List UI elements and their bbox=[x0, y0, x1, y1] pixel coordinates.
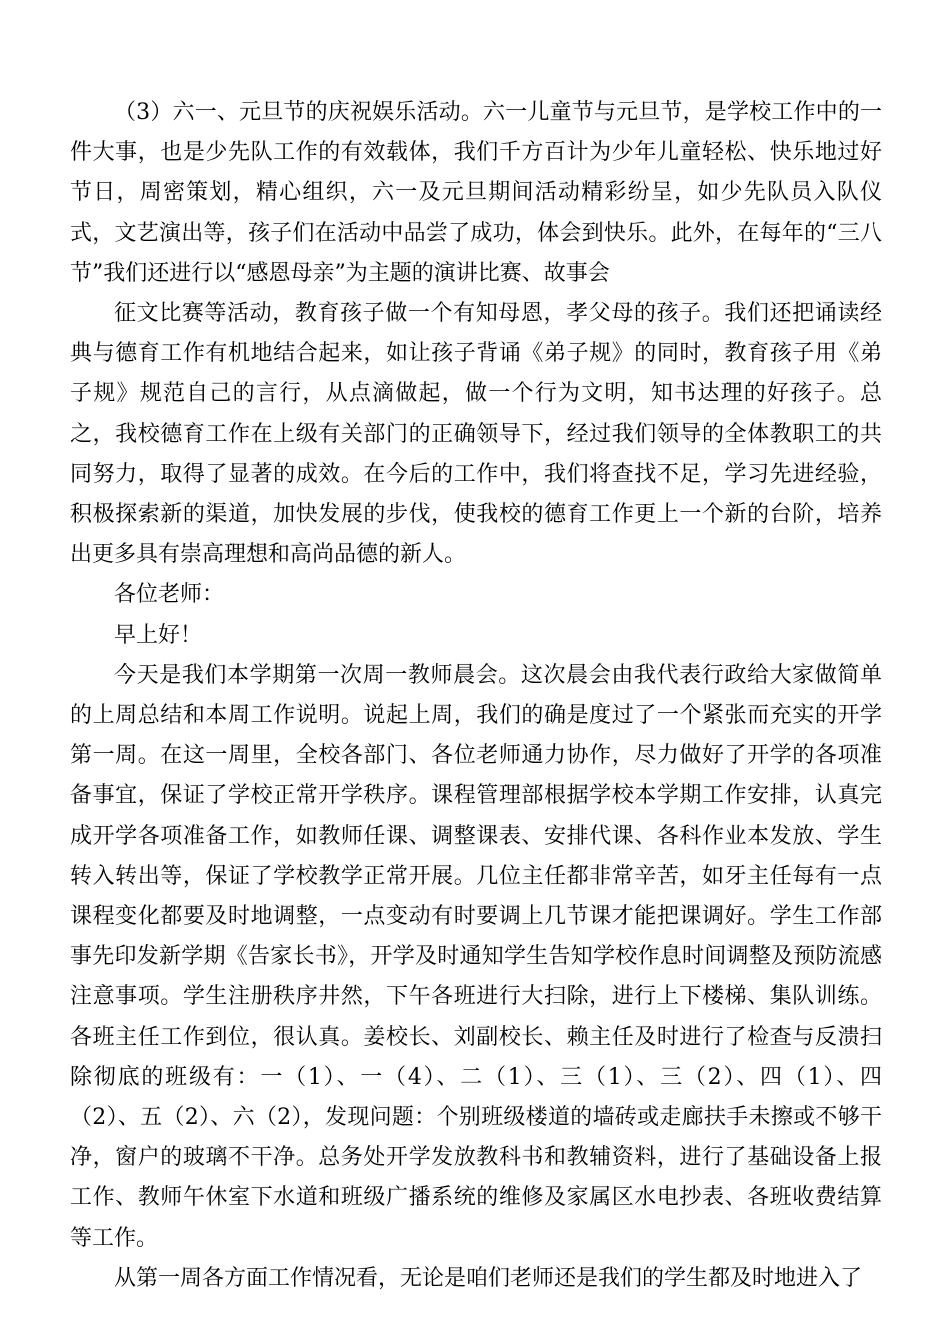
paragraph-moral-education-summary: 征文比赛等活动，教育孩子做一个有知母恩，孝父母的孩子。我们还把诵读经典与德育工作有机地结合起来，如让孩子背诵《弟子规》的同时，教育孩子用《弟子规》规范自己的言行，从点滴做起，做一个行为文明，知书达理的好孩子。总之，我校德育工作在上级有关部门的正确领导下，经过我们领导的全体教职工的共同努力，取得了显著的成效。在今后的工作中，我们将查找不足，学习先进经验，积极探索新的渠道，加快发展的步伐，使我校的德育工作更上一个新的台阶，培养出更多具有崇高理想和高尚品德的新人。 bbox=[70, 301, 882, 568]
paragraph-celebration-activities: （3）六一、元旦节的庆祝娱乐活动。六一儿童节与元旦节，是学校工作中的一件大事，也是少先队工作的有效载体，我们千方百计为少年儿童轻松、快乐地过好节日，周密策划，精心组织，六一及元旦期间活动精彩纷呈，如少先队员入队仪式，文艺演出等，孩子们在活动中品尝了成功，体会到快乐。此外，在每年的“三八节”我们还进行以“感恩母亲”为主题的演讲比赛、故事会 bbox=[70, 100, 882, 286]
paragraph-first-week-review: 从第一周各方面工作情况看，无论是咱们老师还是我们的学生都及时地进入了 bbox=[114, 1265, 863, 1291]
paragraph-greeting: 早上好！ bbox=[114, 622, 203, 648]
paragraph-salutation: 各位老师： bbox=[114, 582, 225, 608]
paragraph-weekly-summary: 今天是我们本学期第一次周一教师晨会。这次晨会由我代表行政给大家做简单的上周总结和本周工作说明。说起上周，我们的确是度过了一个紧张而充实的开学第一周。在这一周里，全校各部门、各位老师通力协作，尽力做好了开学的各项准备事宜，保证了学校正常开学秩序。课程管理部根据学校本学期工作安排，认真完成开学各项准备工作，如教师任课、调整课表、安排代课、各科作业本发放、学生转入转出等，保证了学校教学正常开展。几位主任都非常辛苦，如牙主任每有一点课程变化都要及时地调整，一点变动有时要调上几节课才能把课调好。学生工作部事先印发新学期《告家长书》，开学及时通知学生告知学校作息时间调整及预防流感注意事项。学生注册秩序井然，下午各班进行大扫除，进行上下楼梯、集队训练。各班主任工作到位，很认真。姜校长、刘副校长、赖主任及时进行了检查与反溃扫除彻底的班级有：一（1）、一（4）、二（1）、三（1）、三（2）、四（1）、四（2）、五（2）、六（2），发现问题：个别班级楼道的墙砖或走廊扶手未擦或不够干净，窗户的玻璃不干净。总务处开学发放教科书和教辅资料，进行了基础设备上报工作、教师午休室下水道和班级广播系统的维修及家属区水电抄表、各班收费结算等工作。 bbox=[70, 662, 882, 1251]
document-page bbox=[70, 93, 882, 1299]
